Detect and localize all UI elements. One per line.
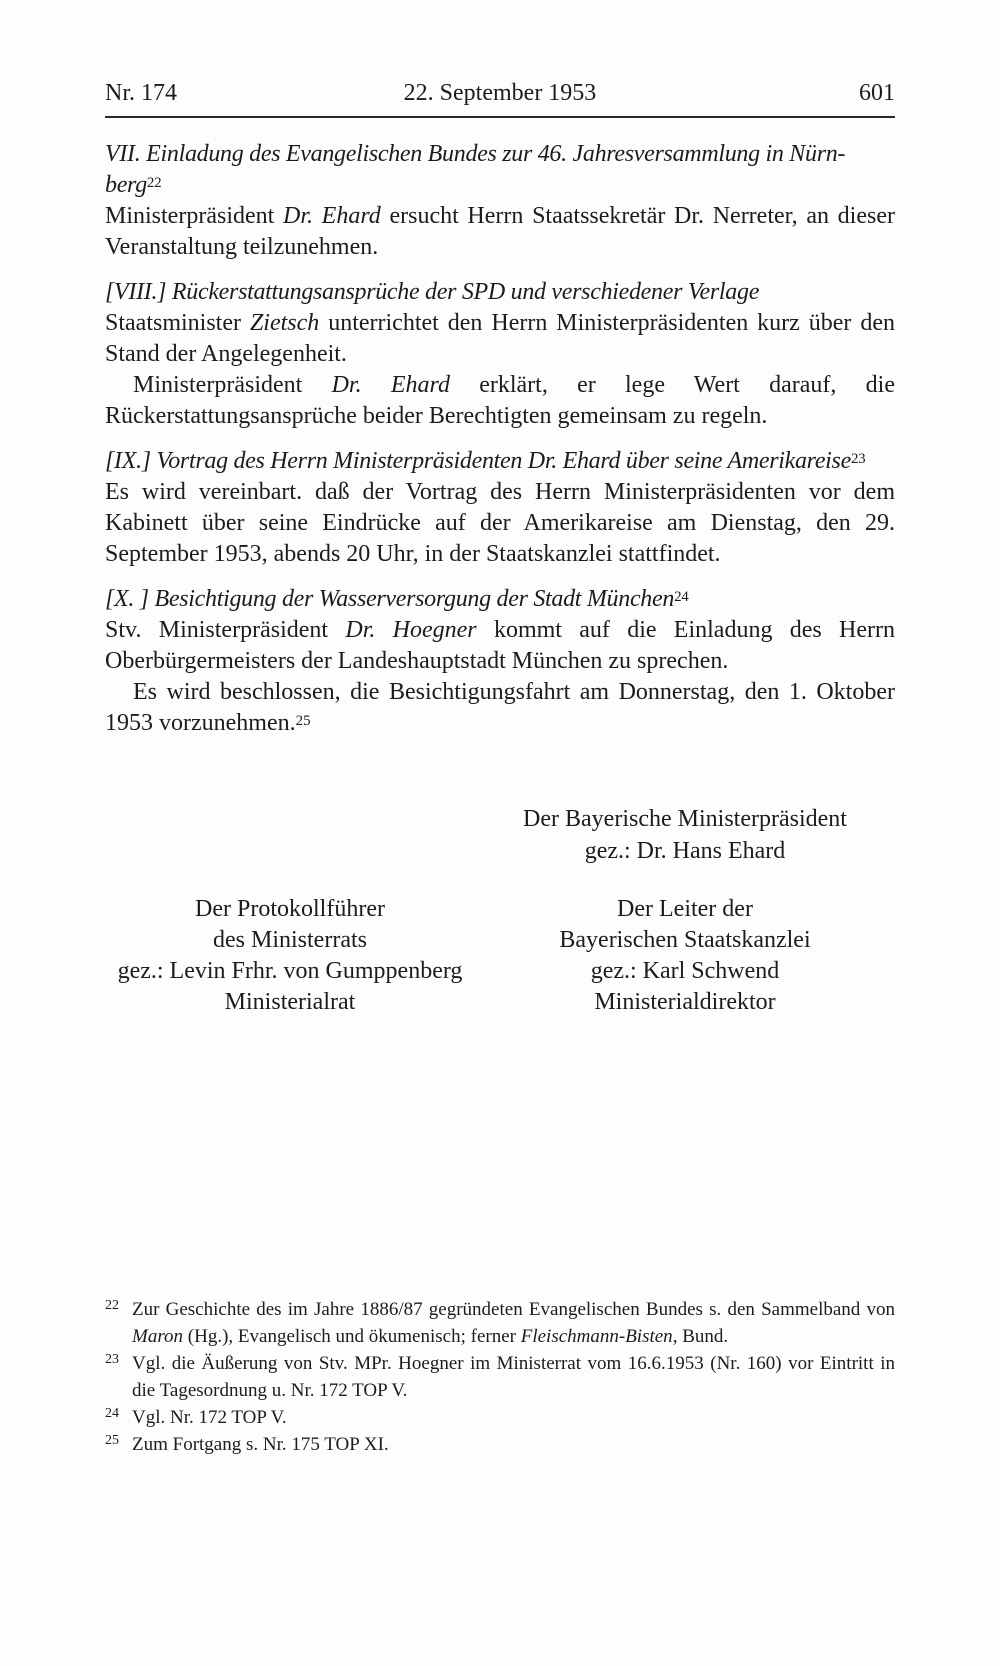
section-x-heading [105,584,895,615]
footnote-text: Zum Fortgang s. Nr. 175 TOP XI. [132,1434,389,1455]
signature-name: gez.: Dr. Hans Ehard [584,838,786,864]
footnote-text [132,1296,895,1350]
heading-line-2: berg [105,172,147,198]
footnote-ref-23: 23 [850,451,866,468]
text-run: erklärt, er lege Wert darauf, die Rückerstattungsansprüche beider Berechtigten gemeinsam zu regeln. [105,372,895,429]
text-run: Ministerpräsident [105,203,283,229]
text-run-italic: Fleischmann-Bisten [520,1326,673,1347]
paragraph [105,677,895,739]
signature-rank: Ministerialdirektor [594,989,776,1015]
text-run: Es wird beschlossen, die Besichtigungsfahrt am Donnerstag, den 1. Oktober 1953 vorzunehmen. [105,679,895,736]
paragraph [105,308,895,370]
signature-title: des Ministerrats [213,927,367,953]
page-number: 601 [859,80,895,106]
footnote-number: 23 [105,1352,119,1367]
text-run-italic: Dr. Ehard [331,372,450,398]
footnote-number: 25 [105,1433,119,1448]
text-run-italic: Dr. Ehard [282,203,381,229]
footnote [105,1296,895,1350]
paragraph: Es wird vereinbart. daß der Vortrag des Herrn Ministerpräsidenten vor dem Kabinett über seine Eindrücke auf der Amerikareise am Dienstag, den 29. September 1953, abends 20 Uhr, in der Staatskanzlei stattfindet. [105,479,895,567]
signature-rank: Ministerialrat [224,989,356,1015]
section-ix [105,446,895,570]
heading-text: [X. ] Besichtigung der Wasserversorgung der Stadt München [105,586,675,612]
section-ix-heading [105,446,895,477]
section-viii [105,277,895,432]
text-run: (Hg.), Evangelisch und ökumenisch; ferner [183,1326,521,1347]
page-header [105,78,895,118]
section-vii [105,139,895,263]
footnote-ref-25: 25 [295,713,311,730]
text-run-italic: Maron [132,1326,184,1347]
signature-title: Der Protokollführer [195,896,385,922]
text-run: , Bund. [672,1326,729,1347]
header-date: 22. September 1953 [403,80,597,106]
text-run-italic: Zietsch [249,310,320,336]
text-block [0,78,1000,1018]
section-viii-heading: [VIII.] Rückerstattungsansprüche der SPD und verschiedener Verlage [105,279,760,305]
paragraph [105,370,895,432]
footnote-number: 22 [105,1298,119,1313]
section-vii-heading [105,139,895,201]
text-run: Staatsminister [105,310,250,336]
footnote-ref-24: 24 [674,589,689,606]
footnote-text: Vgl. Nr. 172 TOP V. [132,1407,287,1428]
footnote-ref-22: 22 [146,175,162,192]
heading-text: [IX.] Vortrag des Herrn Ministerpräsidenten Dr. Ehard über seine Amerikareise [105,448,851,474]
signature-columns [105,894,895,1018]
signature-staatskanzlei-leiter [475,894,895,1018]
text-run: Ministerpräsident [133,372,332,398]
paragraph [105,615,895,677]
text-run: Stv. Ministerpräsident [105,617,346,643]
paragraph [105,201,895,263]
text-run: ersucht Herrn Staatssekretär Dr. Nerreter, an dieser Veranstaltung teilzunehmen. [105,203,895,260]
signature-title: Der Leiter der [617,896,753,922]
heading-line-1: VII. Einladung des Evangelischen Bundes zur 46. Jahresversammlung in Nürn- [105,141,846,167]
signature-protokollfuehrer [105,894,475,1018]
signature-name: gez.: Karl Schwend [590,958,780,984]
doc-number: Nr. 174 [105,80,177,106]
footnote [105,1404,895,1431]
text-run: unterrichtet den Herrn Ministerpräsidenten kurz über den Stand der Angelegenheit. [105,310,895,367]
footnote-text: Vgl. die Äußerung von Stv. MPr. Hoegner im Ministerrat vom 16.6.1953 (Nr. 160) vor Eintritt in die Tagesordnung u. Nr. 172 TOP V. [132,1353,895,1401]
section-x [105,584,895,739]
footnote [105,1431,895,1458]
signature-title: Bayerischen Staatskanzlei [559,927,811,953]
text-run: Zur Geschichte des im Jahre 1886/87 gegründeten Evangelischen Bundes s. den Sammelband von [132,1299,895,1320]
footnote [105,1350,895,1404]
text-run-italic: Dr. Hoegner [345,617,477,643]
text-run: kommt auf die Einladung des Herrn Oberbürgermeisters der Landeshauptstadt München zu sprechen. [105,617,896,674]
signature-title: Der Bayerische Ministerpräsident [523,806,847,832]
signature-president [475,803,895,867]
footnote-number: 24 [105,1406,119,1421]
signature-name: gez.: Levin Frhr. von Gumppenberg [117,958,463,984]
footnotes-block [105,1296,895,1458]
